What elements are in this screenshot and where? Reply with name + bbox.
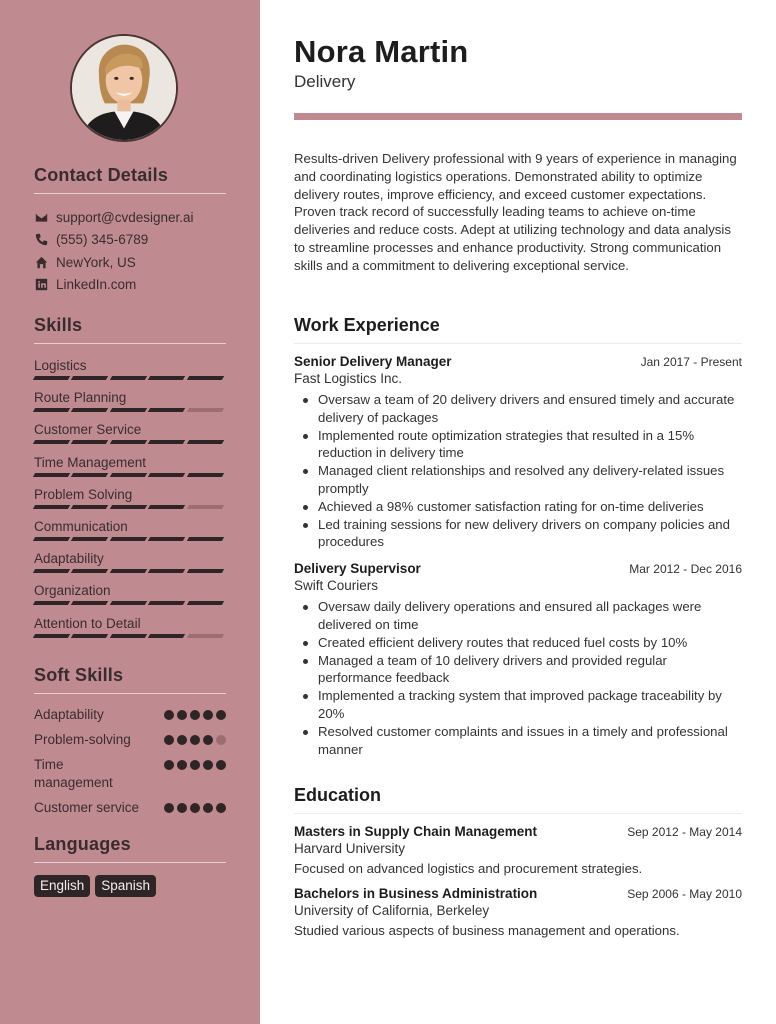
skill-level-segment [148,473,186,477]
rating-dot [177,760,187,770]
skill-level-segment [71,537,109,541]
skill-name: Logistics [34,358,87,373]
degree-title: Masters in Supply Chain Management [294,824,538,839]
skill-name: Attention to Detail [34,615,141,631]
education-description: Focused on advanced logistics and procurement strategies. [294,861,643,876]
work-experience-section [294,315,742,768]
skill-level-segment [110,634,148,638]
skill-level-segment [33,537,71,541]
job-bullet: Implemented a tracking system that improved package traceability by 20% [318,687,742,723]
linkedin-icon [34,278,48,292]
skill-name: Communication [34,518,128,534]
skill-item [34,614,226,646]
skill-level-segment [71,505,109,509]
envelope-icon [34,210,48,224]
skill-level-segment [186,601,224,605]
skill-level-segment [33,440,71,444]
skill-level-segment [186,537,224,541]
skill-level-bar [34,537,223,541]
contact-phone-text: (555) 345-6789 [56,232,149,248]
soft-skill-name: Adaptability [34,707,104,722]
skill-level-segment [71,634,109,638]
phone-icon [34,233,48,247]
education-entry [294,824,742,876]
skill-level-segment [148,569,186,573]
candidate-name: Nora Martin [294,34,469,69]
skill-name: Customer Service [34,422,142,438]
rating-dot [190,710,200,720]
job-bullet: Resolved customer complaints and issues in a timely and professional manner [318,723,742,759]
skill-level-segment [148,408,186,412]
soft-skill-rating [164,799,226,813]
rating-dot [203,735,213,745]
skill-level-segment [110,569,148,573]
skill-level-bar [34,376,223,380]
soft-skill-name: Customer service [34,800,140,815]
rating-dot [190,803,200,813]
languages-heading: Languages [34,834,226,863]
rating-dot [177,803,187,813]
skill-level-segment [148,505,186,509]
skill-level-segment [110,537,148,541]
job-bullet: Oversaw a team of 20 delivery drivers and ensured timely and accurate delivery of packages [318,391,742,427]
skills-list [34,356,226,646]
skill-level-segment [148,376,186,380]
rating-dot [216,760,226,770]
rating-dot [164,735,174,745]
skill-name: Organization [34,583,111,599]
skill-level-segment [110,376,148,380]
job-bullet: Led training sessions for new delivery drivers on company policies and procedures [318,516,742,552]
school-name: University of California, Berkeley [294,903,490,918]
rating-dot [164,760,174,770]
job-bullet: Oversaw daily delivery operations and ensured all packages were delivered on time [318,598,742,634]
candidate-role: Delivery [294,72,356,91]
contact-email-text: support@cvdesigner.ai [56,209,194,225]
skill-level-segment [148,440,186,444]
portrait-image [72,36,176,140]
job-bullet: Achieved a 98% customer satisfaction rating for on-time deliveries [318,498,742,516]
job-entry [294,354,742,551]
contact-linkedin[interactable] [34,274,226,297]
language-chips [34,875,226,897]
skill-level-segment [33,601,71,605]
skill-level-segment [110,505,148,509]
skill-item [34,356,226,388]
skill-level-segment [71,408,109,412]
skill-item [34,549,226,581]
job-bullet: Managed a team of 10 delivery drivers and provided regular performance feedback [318,652,742,688]
skill-item [34,420,226,452]
rating-dot [164,710,174,720]
skill-level-segment [71,473,109,477]
skill-level-segment [33,505,71,509]
soft-skill-item [34,799,226,817]
skill-item [34,581,226,613]
skill-level-segment [186,634,224,638]
job-bullet: Managed client relationships and resolved any delivery-related issues promptly [318,462,742,498]
soft-skill-item [34,756,226,792]
skill-level-bar [34,408,223,412]
skill-level-segment [186,376,224,380]
contact-heading: Contact Details [34,165,226,194]
accent-divider [294,113,742,120]
skill-level-bar [34,601,223,605]
skill-level-segment [33,376,71,380]
skill-level-segment [33,634,71,638]
skill-level-segment [148,601,186,605]
rating-dot [216,735,226,745]
skill-level-segment [71,376,109,380]
skills-section [34,315,226,646]
contact-phone[interactable] [34,229,226,252]
rating-dot [216,710,226,720]
job-entry [294,561,742,758]
job-title: Senior Delivery Manager [294,354,452,369]
soft-skills-list [34,706,226,817]
skill-level-segment [110,601,148,605]
profile-summary: Results-driven Delivery professional with 9 years of experience in managing and coordinating logistics operations. Demonstrated ability to optimize delivery routes, improve efficiency, and exceed customer expectations. Proven track record of successfully leading teams to achieve on-time deliveries and reduce costs. Adept at utilizing technology and data analysis to streamline processes and enhance productivity. Strong communication skills and a commitment to delivering exceptional service. [294,151,737,273]
job-dates: Jan 2017 - Present [640,355,742,369]
language-chip: English [34,875,90,897]
work-experience-heading: Work Experience [294,315,742,344]
skill-item [34,517,226,549]
skill-level-segment [186,473,224,477]
job-title: Delivery Supervisor [294,561,421,577]
skill-level-bar [34,473,223,477]
skill-level-segment [33,473,71,477]
soft-skill-name: Time management [34,757,113,790]
degree-dates: Sep 2012 - May 2014 [627,825,742,839]
education-entry [294,886,742,938]
skill-level-segment [33,408,71,412]
rating-dot [177,710,187,720]
education-section [294,785,742,948]
rating-dot [203,710,213,720]
skill-level-segment [186,505,224,509]
skill-level-segment [148,537,186,541]
contact-location [34,251,226,274]
skill-level-segment [186,408,224,412]
job-company: Fast Logistics Inc. [294,371,403,386]
skill-name: Adaptability [34,551,104,567]
skill-level-bar [34,634,223,638]
skill-item [34,453,226,485]
rating-dot [203,803,213,813]
skill-level-segment [110,440,148,444]
skill-level-segment [110,408,148,412]
rating-dot [190,760,200,770]
soft-skill-item [34,731,226,749]
soft-skills-section [34,665,226,824]
job-bullets [294,391,742,551]
rating-dot [177,735,187,745]
job-bullet: Implemented route optimization strategies that resulted in a 15% reduction in delivery time [318,427,742,463]
contact-section [34,165,226,296]
languages-section [34,834,226,897]
home-icon [34,255,48,269]
rating-dot [203,760,213,770]
rating-dot [190,735,200,745]
skill-level-segment [71,569,109,573]
rating-dot [164,803,174,813]
job-dates: Mar 2012 - Dec 2016 [629,562,742,577]
skill-level-segment [71,440,109,444]
education-heading: Education [294,785,742,814]
skill-level-bar [34,569,223,573]
skill-name: Problem Solving [34,486,133,502]
skill-level-segment [186,569,224,573]
soft-skills-heading: Soft Skills [34,665,226,694]
language-chip: Spanish [95,875,156,897]
rating-dot [216,803,226,813]
job-bullet: Created efficient delivery routes that reduced fuel costs by 10% [318,634,742,652]
soft-skill-item [34,706,226,724]
soft-skill-rating [164,756,226,770]
degree-dates: Sep 2006 - May 2010 [627,887,742,901]
skills-heading: Skills [34,315,226,344]
contact-email[interactable] [34,206,226,229]
skill-level-bar [34,505,223,509]
skill-item [34,485,226,517]
skill-level-bar [34,440,223,444]
sidebar [0,0,260,1024]
education-description: Studied various aspects of business management and operations. [294,923,680,938]
contact-linkedin-text: LinkedIn.com [56,277,137,293]
skill-item [34,388,226,420]
soft-skill-rating [164,706,226,720]
job-bullets [294,598,742,758]
contact-location-text: NewYork, US [56,254,136,270]
skill-level-segment [110,473,148,477]
degree-title: Bachelors in Business Administration [294,886,538,901]
skill-level-segment [33,569,71,573]
soft-skill-name: Problem-solving [34,732,131,747]
school-name: Harvard University [294,841,406,856]
soft-skill-rating [164,731,226,745]
skill-name: Time Management [34,454,147,470]
job-company: Swift Couriers [294,578,379,594]
skill-level-segment [71,601,109,605]
skill-name: Route Planning [34,390,127,406]
profile-photo [70,34,178,142]
skill-level-segment [186,440,224,444]
skill-level-segment [148,634,186,638]
